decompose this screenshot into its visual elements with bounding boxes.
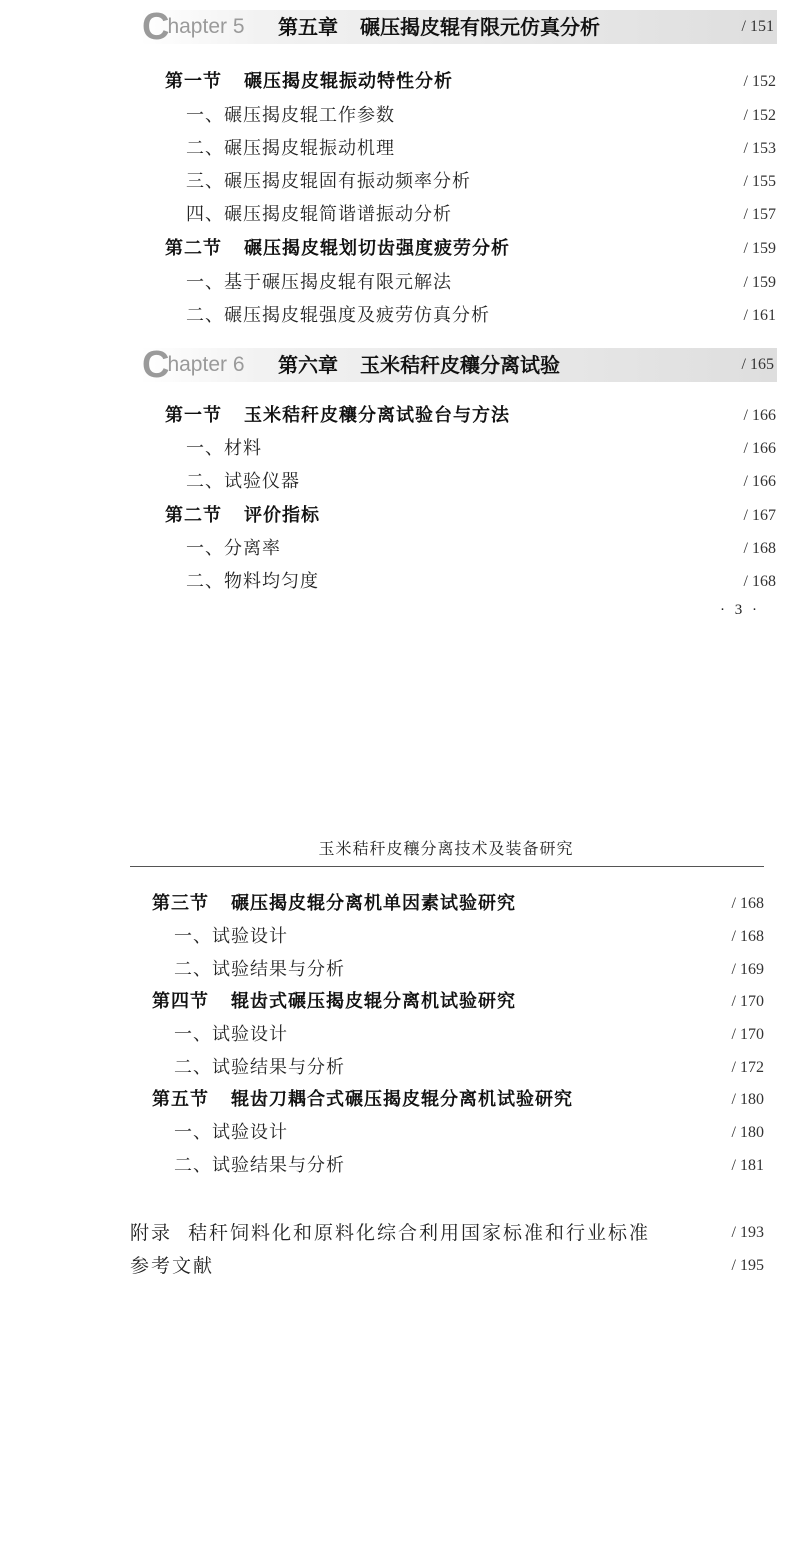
toc-page-lower <box>0 800 800 1546</box>
page-number: / 180 <box>731 1091 764 1108</box>
item-title: 三、碾压揭皮辊固有振动频率分析 <box>186 171 471 192</box>
page-number: / 155 <box>743 173 776 190</box>
item-title: 二、试验仪器 <box>186 471 300 492</box>
toc-section-entry[interactable] <box>0 987 764 1017</box>
item-title: 二、试验结果与分析 <box>174 1057 345 1078</box>
section-number: 第三节 <box>152 893 209 914</box>
section-title: 评价指标 <box>244 505 320 526</box>
page-number: / 157 <box>743 206 776 223</box>
page-number: / 166 <box>743 440 776 457</box>
page-number: / 169 <box>731 961 764 978</box>
toc-item-entry[interactable] <box>0 1118 764 1148</box>
chapter-english-label: Chapter 5 <box>142 6 245 48</box>
item-title: 一、分离率 <box>186 538 281 559</box>
section-title: 碾压揭皮辊分离机单因素试验研究 <box>231 893 516 914</box>
page-number: / 159 <box>743 274 776 291</box>
chapter-page-number: / 165 <box>741 356 774 373</box>
page-number: / 166 <box>743 407 776 424</box>
toc-item-entry[interactable] <box>0 1053 764 1083</box>
section-number: 第一节 <box>165 71 222 92</box>
page-number: / 159 <box>743 240 776 257</box>
item-title: 一、碾压揭皮辊工作参数 <box>186 105 395 126</box>
page-number: / 152 <box>743 73 776 90</box>
page-number: / 168 <box>743 573 776 590</box>
toc-item-entry[interactable] <box>0 301 776 331</box>
chapter-english-label: Chapter 6 <box>142 344 245 386</box>
section-number: 第一节 <box>165 405 222 426</box>
section-title: 辊齿式碾压揭皮辊分离机试验研究 <box>231 991 516 1012</box>
item-title: 二、碾压揭皮辊强度及疲劳仿真分析 <box>186 305 490 326</box>
chapter-heading[interactable] <box>140 6 777 48</box>
toc-item-entry[interactable] <box>0 567 776 597</box>
toc-section-entry[interactable] <box>0 501 776 531</box>
page-folio: · 3 · <box>720 602 760 618</box>
toc-item-entry[interactable] <box>0 922 764 952</box>
toc-section-entry[interactable] <box>0 1085 764 1115</box>
toc-item-entry[interactable] <box>0 101 776 131</box>
section-number: 第二节 <box>165 505 222 526</box>
appendix-label: 附录 <box>130 1222 173 1244</box>
toc-appendix-entry[interactable] <box>0 1218 764 1248</box>
section-number: 第四节 <box>152 991 209 1012</box>
section-number: 第五节 <box>152 1089 209 1110</box>
toc-section-entry[interactable] <box>0 889 764 919</box>
toc-section-entry[interactable] <box>0 67 776 97</box>
item-title: 四、碾压揭皮辊简谐谱振动分析 <box>186 204 452 225</box>
chapter-heading[interactable] <box>140 344 777 386</box>
page-number: / 153 <box>743 140 776 157</box>
page-number: / 168 <box>743 540 776 557</box>
toc-item-entry[interactable] <box>0 467 776 497</box>
toc-section-entry[interactable] <box>0 401 776 431</box>
section-title: 碾压揭皮辊划切齿强度疲劳分析 <box>244 238 510 259</box>
references-title: 参考文献 <box>130 1255 215 1277</box>
toc-item-entry[interactable] <box>0 1020 764 1050</box>
item-title: 一、试验设计 <box>174 926 288 947</box>
section-title: 玉米秸秆皮穰分离试验台与方法 <box>244 405 510 426</box>
page-number: / 152 <box>743 107 776 124</box>
page-number: / 172 <box>731 1059 764 1076</box>
page-number: / 166 <box>743 473 776 490</box>
toc-item-entry[interactable] <box>0 1151 764 1181</box>
toc-item-entry[interactable] <box>0 434 776 464</box>
section-number: 第二节 <box>165 238 222 259</box>
page-number: / 180 <box>731 1124 764 1141</box>
item-title: 二、碾压揭皮辊振动机理 <box>186 138 395 159</box>
appendix-title: 秸秆饲料化和原料化综合利用国家标准和行业标准 <box>188 1222 651 1244</box>
item-title: 二、试验结果与分析 <box>174 1155 345 1176</box>
toc-item-entry[interactable] <box>0 955 764 985</box>
toc-item-entry[interactable] <box>0 534 776 564</box>
item-title: 一、材料 <box>186 438 262 459</box>
chapter-page-number: / 151 <box>741 18 774 35</box>
item-title: 二、试验结果与分析 <box>174 959 345 980</box>
page-number: / 168 <box>731 895 764 912</box>
page-number: / 170 <box>731 1026 764 1043</box>
page-number: / 168 <box>731 928 764 945</box>
section-title: 碾压揭皮辊振动特性分析 <box>244 71 453 92</box>
page-number: / 181 <box>731 1157 764 1174</box>
chapter-title: 第五章 碾压揭皮辊有限元仿真分析 <box>278 15 600 39</box>
toc-references-entry[interactable] <box>0 1251 764 1281</box>
page-number: / 161 <box>743 307 776 324</box>
page-number: / 195 <box>731 1257 764 1274</box>
toc-section-entry[interactable] <box>0 234 776 264</box>
page-number: / 193 <box>731 1224 764 1241</box>
item-title: 一、试验设计 <box>174 1122 288 1143</box>
toc-item-entry[interactable] <box>0 268 776 298</box>
item-title: 二、物料均匀度 <box>186 571 319 592</box>
page-number: / 170 <box>731 993 764 1010</box>
toc-item-entry[interactable] <box>0 200 776 230</box>
section-title: 辊齿刀耦合式碾压揭皮辊分离机试验研究 <box>231 1089 573 1110</box>
page-number: / 167 <box>743 507 776 524</box>
header-rule <box>130 866 764 867</box>
toc-item-entry[interactable] <box>0 167 776 197</box>
item-title: 一、试验设计 <box>174 1024 288 1045</box>
chapter-title: 第六章 玉米秸秆皮穰分离试验 <box>278 353 560 377</box>
running-header: 玉米秸秆皮穰分离技术及装备研究 <box>318 839 574 858</box>
toc-item-entry[interactable] <box>0 134 776 164</box>
item-title: 一、基于碾压揭皮辊有限元解法 <box>186 272 452 293</box>
